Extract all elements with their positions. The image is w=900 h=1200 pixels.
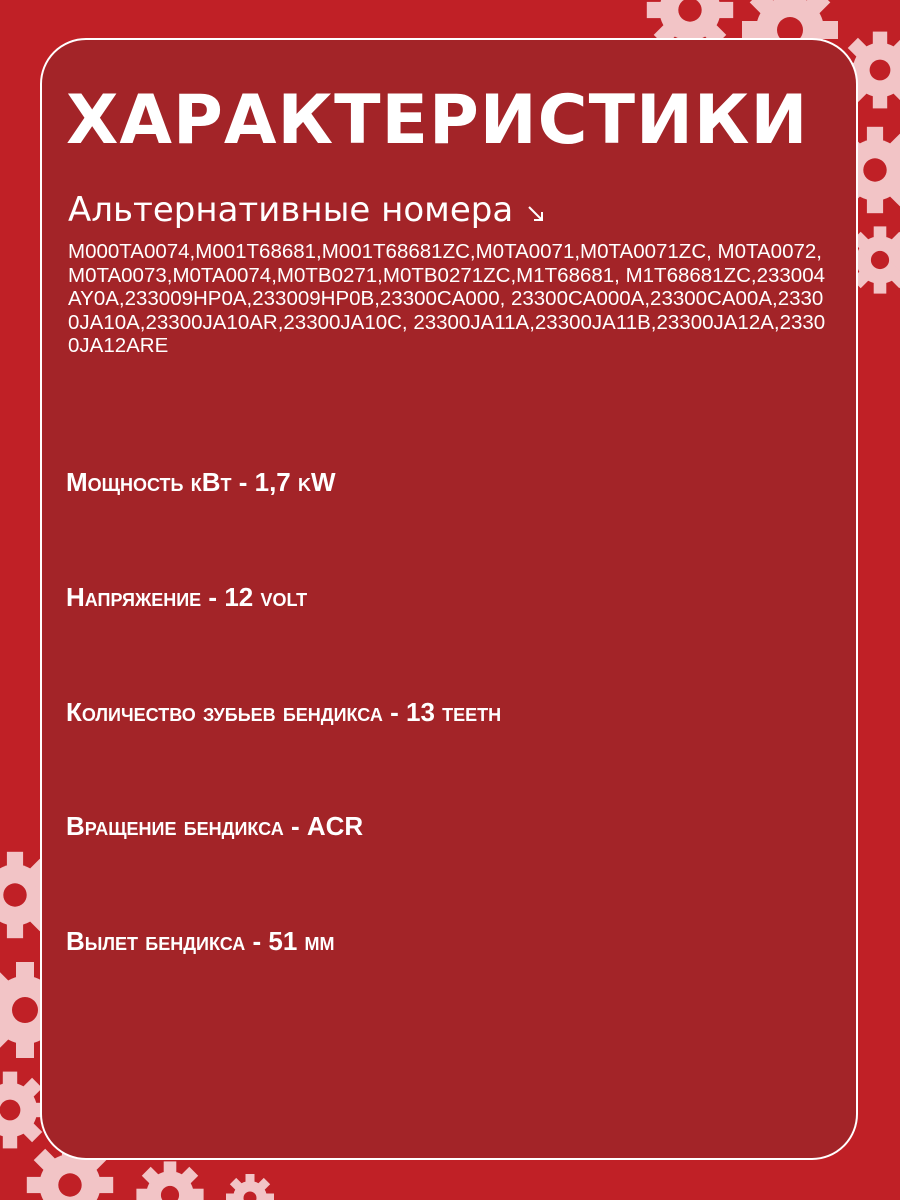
spec-separator: - (252, 926, 262, 956)
alt-numbers-list: M000TA0074,M001T68681,M001T68681ZC,M0TA0071,M0TA0071ZC, M0TA0072,M0TA0073,M0TA0074,M0TB0271,M0TB0271ZC,M1T68681, M1T68681ZC,233004AY0A,233009HP0A,233009HP0B,23300CA000, 23300CA000A,23300CA00A,23300JA10A,23300JA10AR,23300JA10C, 23300JA11A,23300JA11B,23300JA12A,23300JA12ARE (68, 240, 826, 357)
spec-label: Мощность кВт (66, 467, 232, 497)
spec-label: Напряжение (66, 582, 202, 612)
spec-teeth (66, 692, 501, 732)
spec-value: 12 volt (224, 582, 308, 612)
spec-value: 1,7 kW (254, 467, 336, 497)
spec-value: 13 teeth (406, 697, 502, 727)
spec-voltage (66, 577, 307, 617)
spec-value: ACR (306, 811, 364, 841)
spec-label: Вылет бендикса (66, 926, 246, 956)
spec-separator: - (390, 697, 399, 727)
spec-separator: - (238, 467, 248, 497)
spec-offset (66, 921, 335, 961)
spec-separator: - (290, 811, 300, 841)
arrow-down-right-icon (527, 205, 545, 223)
alt-numbers-heading-label: Альтернативные номера (68, 190, 514, 230)
alt-numbers-heading (68, 186, 545, 234)
spec-label: Количество зубьев бендикса (66, 697, 383, 727)
spec-value: 51 мм (268, 926, 335, 956)
spec-power (66, 462, 336, 502)
spec-separator: - (208, 582, 218, 612)
spec-rotation (66, 806, 363, 846)
page-title: ХАРАКТЕРИСТИКИ (66, 81, 809, 160)
spec-label: Вращение бендикса (66, 811, 284, 841)
